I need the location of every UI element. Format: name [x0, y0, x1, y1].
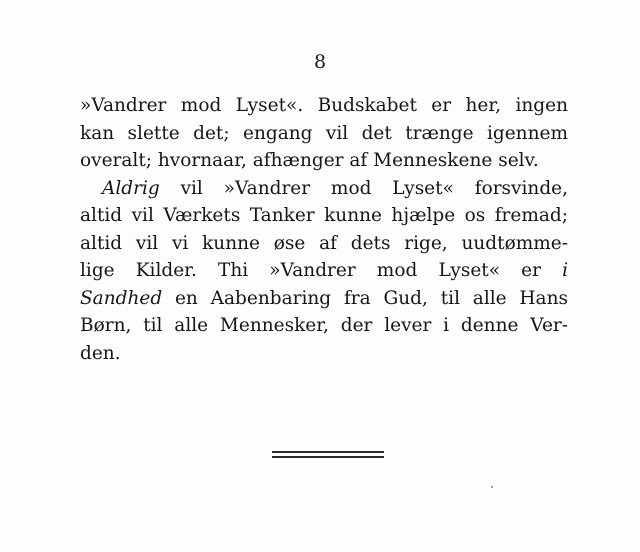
text-line	[80, 147, 568, 175]
text-line	[80, 120, 568, 148]
text-span: en Aabenbaring fra Gud, til alle Hans	[162, 287, 568, 309]
text-line	[80, 312, 568, 340]
page-number: 8	[313, 51, 327, 73]
text-span: den.	[80, 342, 121, 364]
text-span: Børn, til alle Mennesker, der lever i denne Ver-	[80, 315, 568, 336]
text-span: lige Kilder. Thi »Vandrer mod Lyset« er	[80, 260, 563, 281]
text-span: kan slette det; engang vil det trænge igennem	[80, 122, 568, 144]
text-span: overalt; hvornaar, afhænger af Menneskene selv.	[80, 150, 539, 171]
italic-text-span: Sandhed	[80, 287, 163, 309]
body-text	[80, 92, 568, 367]
italic-text-span: i	[562, 260, 568, 281]
text-line	[80, 175, 568, 203]
text-span: altid vil vi kunne øse af dets rige, uudtømme-	[80, 232, 568, 254]
text-span: »Vandrer mod Lyset«. Budskabet er her, ingen	[80, 95, 568, 116]
text-line	[80, 340, 568, 368]
text-line	[80, 92, 568, 120]
text-span: altid vil Værkets Tanker kunne hjælpe os fremad;	[80, 205, 568, 226]
paper-speck	[491, 486, 493, 488]
rule-line	[272, 451, 384, 453]
text-line	[80, 230, 568, 258]
text-span: vil »Vandrer mod Lyset« forsvinde,	[159, 177, 568, 199]
italic-text-span: Aldrig	[102, 177, 160, 199]
rule-line	[272, 456, 384, 458]
text-line	[80, 257, 568, 285]
text-line	[80, 202, 568, 230]
text-line	[80, 285, 568, 313]
double-rule-divider	[272, 451, 384, 461]
